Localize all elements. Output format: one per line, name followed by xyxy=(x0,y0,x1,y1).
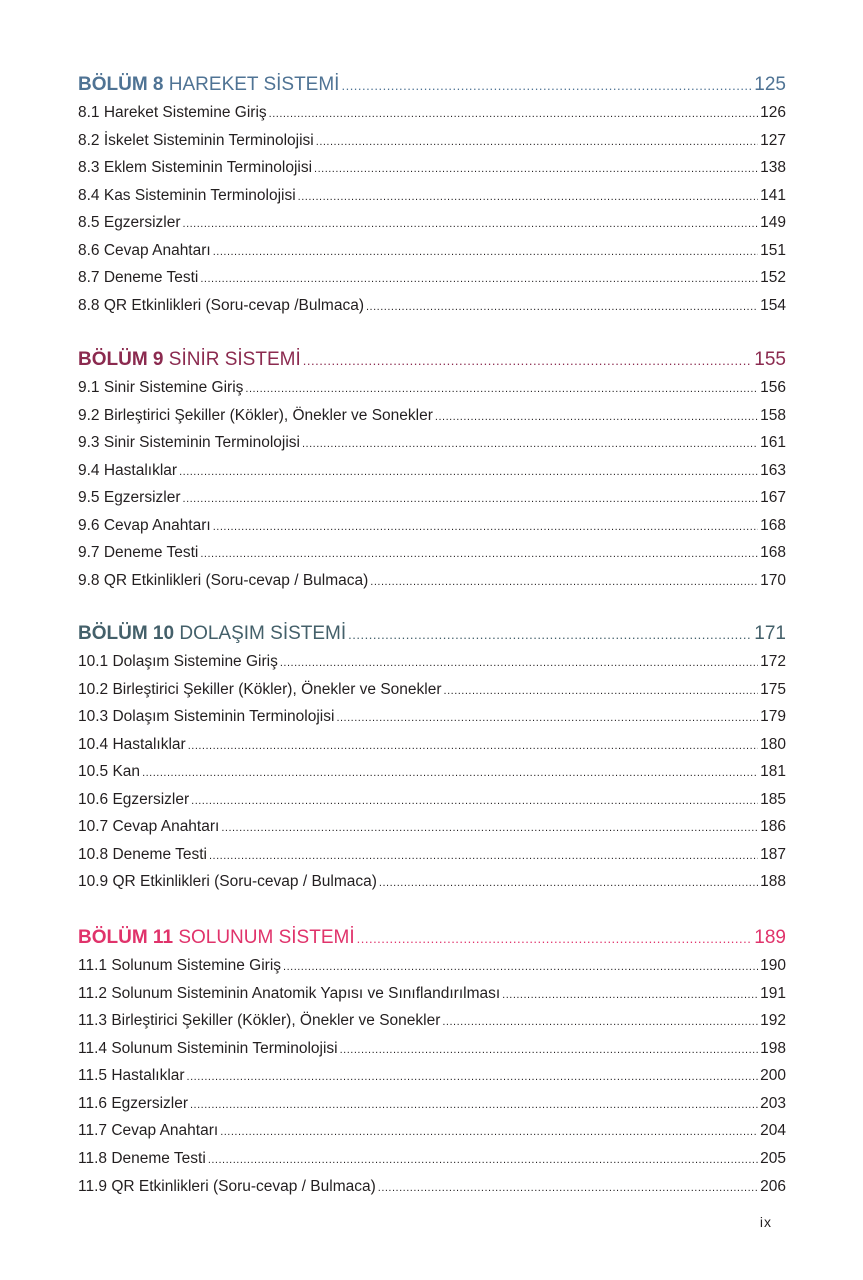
entry-page-number: 198 xyxy=(760,1039,786,1057)
entry-page-number: 151 xyxy=(760,241,786,259)
entry-title: 10.6 Egzersizler xyxy=(78,790,190,808)
dot-leader xyxy=(209,850,758,862)
chapter-section xyxy=(78,349,786,599)
entry-page-number: 158 xyxy=(760,406,786,424)
entry-title: 8.1 Hareket Sistemine Giriş xyxy=(78,104,267,121)
entry-title: 11.6 Egzersizler xyxy=(78,1094,188,1112)
entry-page-number: 180 xyxy=(760,735,786,753)
entry-page-number: 203 xyxy=(760,1094,786,1112)
toc-entry[interactable] xyxy=(78,957,786,985)
toc-entry[interactable] xyxy=(78,214,786,242)
chapter-section xyxy=(78,927,786,1207)
entry-title: 11.9 QR Etkinlikleri (Soru-cevap / Bulmaca) xyxy=(78,1178,376,1195)
chapter-title: SİNİR SİSTEMİ xyxy=(168,349,301,370)
entry-page-number: 200 xyxy=(760,1067,786,1084)
toc-entry[interactable] xyxy=(78,873,786,901)
entry-title: 9.2 Birleştirici Şekiller (Kökler), Önekler ve Sonekler xyxy=(78,406,433,424)
entry-page-number: 186 xyxy=(760,818,786,835)
toc-entry[interactable] xyxy=(78,1040,786,1068)
toc-entry[interactable] xyxy=(78,1067,786,1095)
toc-entry[interactable] xyxy=(78,159,786,187)
entry-title: 8.5 Egzersizler xyxy=(78,214,181,231)
entry-title: 11.1 Solunum Sistemine Giriş xyxy=(78,957,282,974)
dot-leader xyxy=(435,411,758,423)
page-number: ix xyxy=(759,1214,772,1230)
toc-entry[interactable] xyxy=(78,489,786,517)
toc-entry[interactable] xyxy=(78,544,786,572)
dot-leader xyxy=(190,1099,758,1111)
toc-entry[interactable] xyxy=(78,818,786,846)
dot-leader xyxy=(302,438,758,450)
toc-entry[interactable] xyxy=(78,846,786,874)
entry-title: 10.5 Kan xyxy=(78,763,141,780)
chapter-heading[interactable] xyxy=(78,349,786,379)
toc-entry[interactable] xyxy=(78,132,786,160)
entry-title: 11.4 Solunum Sisteminin Terminolojisi xyxy=(78,1039,338,1057)
dot-leader xyxy=(341,78,752,93)
entry-title: 8.6 Cevap Anahtarı xyxy=(78,241,211,259)
chapter-title: SOLUNUM SİSTEMİ xyxy=(178,927,355,948)
entry-title: 8.4 Kas Sisteminin Terminolojisi xyxy=(78,186,296,204)
chapter-heading[interactable] xyxy=(78,927,786,957)
toc-entry[interactable] xyxy=(78,1012,786,1040)
entry-page-number: 167 xyxy=(760,489,786,506)
dot-leader xyxy=(221,822,758,834)
dot-leader xyxy=(444,685,759,697)
toc-entry[interactable] xyxy=(78,763,786,791)
dot-leader xyxy=(340,1044,759,1056)
dot-leader xyxy=(370,576,758,588)
dot-leader xyxy=(298,191,758,203)
entry-page-number: 141 xyxy=(760,186,786,204)
chapter-heading[interactable] xyxy=(78,74,786,104)
entry-title: 10.4 Hastalıklar xyxy=(78,735,186,753)
toc-entry[interactable] xyxy=(78,572,786,600)
entry-title: 10.7 Cevap Anahtarı xyxy=(78,818,220,835)
entry-page-number: 191 xyxy=(760,984,786,1002)
dot-leader xyxy=(366,301,758,313)
dot-leader xyxy=(316,136,758,148)
dot-leader xyxy=(502,989,758,1001)
toc-entry[interactable] xyxy=(78,791,786,819)
entry-title: 9.7 Deneme Testi xyxy=(78,544,199,561)
entry-title: 11.5 Hastalıklar xyxy=(78,1067,185,1084)
entry-page-number: 181 xyxy=(760,763,786,780)
entry-title: 10.1 Dolaşım Sistemine Giriş xyxy=(78,653,278,670)
toc-entry[interactable] xyxy=(78,379,786,407)
toc-entry[interactable] xyxy=(78,434,786,462)
entry-title: 8.2 İskelet Sisteminin Terminolojisi xyxy=(78,131,314,149)
entry-title: 11.8 Deneme Testi xyxy=(78,1149,206,1167)
entry-page-number: 163 xyxy=(760,461,786,479)
dot-leader xyxy=(213,521,758,533)
chapter-page-number: 171 xyxy=(754,623,786,644)
entry-page-number: 168 xyxy=(760,516,786,534)
dot-leader xyxy=(280,657,758,669)
dot-leader xyxy=(213,246,758,258)
entry-page-number: 192 xyxy=(760,1012,786,1029)
toc-entry[interactable] xyxy=(78,681,786,709)
dot-leader xyxy=(200,548,758,560)
dot-leader xyxy=(191,795,758,807)
chapter-page-number: 125 xyxy=(754,74,786,95)
entry-page-number: 190 xyxy=(760,957,786,974)
entry-page-number: 179 xyxy=(760,708,786,725)
entry-page-number: 187 xyxy=(760,845,786,863)
dot-leader xyxy=(269,108,758,120)
entry-title: 11.7 Cevap Anahtarı xyxy=(78,1122,219,1139)
entry-page-number: 188 xyxy=(760,873,786,890)
entry-title: 9.5 Egzersizler xyxy=(78,489,181,506)
toc-entry[interactable] xyxy=(78,708,786,736)
dot-leader xyxy=(208,1154,758,1166)
toc-entry[interactable] xyxy=(78,1178,786,1207)
entry-page-number: 205 xyxy=(760,1149,786,1167)
entry-title: 11.2 Solunum Sisteminin Anatomik Yapısı ve Sınıflandırılması xyxy=(78,984,501,1002)
entry-page-number: 152 xyxy=(760,269,786,286)
entry-page-number: 170 xyxy=(760,571,786,589)
entry-title: 8.8 QR Etkinlikleri (Soru-cevap /Bulmaca) xyxy=(78,296,364,314)
toc-entry[interactable] xyxy=(78,104,786,132)
entry-page-number: 204 xyxy=(760,1122,786,1139)
toc-entry[interactable] xyxy=(78,407,786,435)
dot-leader xyxy=(336,712,758,724)
chapter-number: BÖLÜM 8 xyxy=(78,74,164,95)
entry-page-number: 126 xyxy=(760,104,786,121)
dot-leader xyxy=(183,493,759,505)
toc-entry[interactable] xyxy=(78,653,786,681)
chapter-section xyxy=(78,623,786,901)
entry-title: 10.2 Birleştirici Şekiller (Kökler), Önekler ve Sonekler xyxy=(78,680,442,698)
dot-leader xyxy=(442,1016,758,1028)
chapter-heading[interactable] xyxy=(78,623,786,653)
toc-entry[interactable] xyxy=(78,1150,786,1179)
toc-entry[interactable] xyxy=(78,1122,786,1150)
entry-title: 9.4 Hastalıklar xyxy=(78,461,178,479)
toc-entry[interactable] xyxy=(78,985,786,1013)
dot-leader xyxy=(142,767,758,779)
chapter-title: HAREKET SİSTEMİ xyxy=(168,74,340,95)
dot-leader xyxy=(179,466,758,478)
chapter-title: DOLAŞIM SİSTEMİ xyxy=(179,623,347,644)
entry-title: 9.3 Sinir Sisteminin Terminolojisi xyxy=(78,434,300,451)
chapter-number: BÖLÜM 10 xyxy=(78,623,175,644)
chapter-number: BÖLÜM 9 xyxy=(78,349,164,370)
entry-page-number: 172 xyxy=(760,653,786,670)
toc-entry[interactable] xyxy=(78,187,786,215)
entry-title: 10.3 Dolaşım Sisteminin Terminolojisi xyxy=(78,708,335,725)
chapter-number: BÖLÜM 11 xyxy=(78,927,174,948)
entry-page-number: 138 xyxy=(760,159,786,176)
entry-page-number: 127 xyxy=(760,131,786,149)
dot-leader xyxy=(188,740,758,752)
entry-page-number: 149 xyxy=(760,214,786,231)
entry-page-number: 154 xyxy=(760,296,786,314)
dot-leader xyxy=(314,163,758,175)
entry-page-number: 168 xyxy=(760,544,786,561)
entry-page-number: 161 xyxy=(760,434,786,451)
dot-leader xyxy=(187,1071,759,1083)
toc-entry[interactable] xyxy=(78,517,786,545)
dot-leader xyxy=(348,627,752,642)
toc-entry[interactable] xyxy=(78,297,786,325)
entry-title: 9.1 Sinir Sistemine Giriş xyxy=(78,379,244,396)
toc-entry[interactable] xyxy=(78,1095,786,1123)
dot-leader xyxy=(303,353,753,368)
entry-page-number: 156 xyxy=(760,379,786,396)
dot-leader xyxy=(200,273,758,285)
chapter-page-number: 189 xyxy=(754,927,786,948)
chapter-page-number: 155 xyxy=(754,349,786,370)
toc-entry[interactable] xyxy=(78,242,786,270)
toc-entry[interactable] xyxy=(78,462,786,490)
dot-leader xyxy=(220,1126,758,1138)
toc-entry[interactable] xyxy=(78,736,786,764)
dot-leader xyxy=(378,1182,758,1194)
entry-page-number: 206 xyxy=(760,1178,786,1195)
dot-leader xyxy=(379,877,758,889)
dot-leader xyxy=(183,218,759,230)
entry-title: 8.3 Eklem Sisteminin Terminolojisi xyxy=(78,159,313,176)
entry-page-number: 185 xyxy=(760,790,786,808)
entry-title: 10.8 Deneme Testi xyxy=(78,845,207,863)
dot-leader xyxy=(245,383,758,395)
entry-title: 10.9 QR Etkinlikleri (Soru-cevap / Bulmaca) xyxy=(78,873,377,890)
dot-leader xyxy=(357,931,753,946)
entry-title: 9.6 Cevap Anahtarı xyxy=(78,516,211,534)
entry-title: 11.3 Birleştirici Şekiller (Kökler), Önekler ve Sonekler xyxy=(78,1012,441,1029)
entry-page-number: 175 xyxy=(760,680,786,698)
entry-title: 9.8 QR Etkinlikleri (Soru-cevap / Bulmaca) xyxy=(78,571,369,589)
dot-leader xyxy=(283,961,758,973)
entry-title: 8.7 Deneme Testi xyxy=(78,269,199,286)
toc-entry[interactable] xyxy=(78,269,786,297)
chapter-section xyxy=(78,74,786,324)
